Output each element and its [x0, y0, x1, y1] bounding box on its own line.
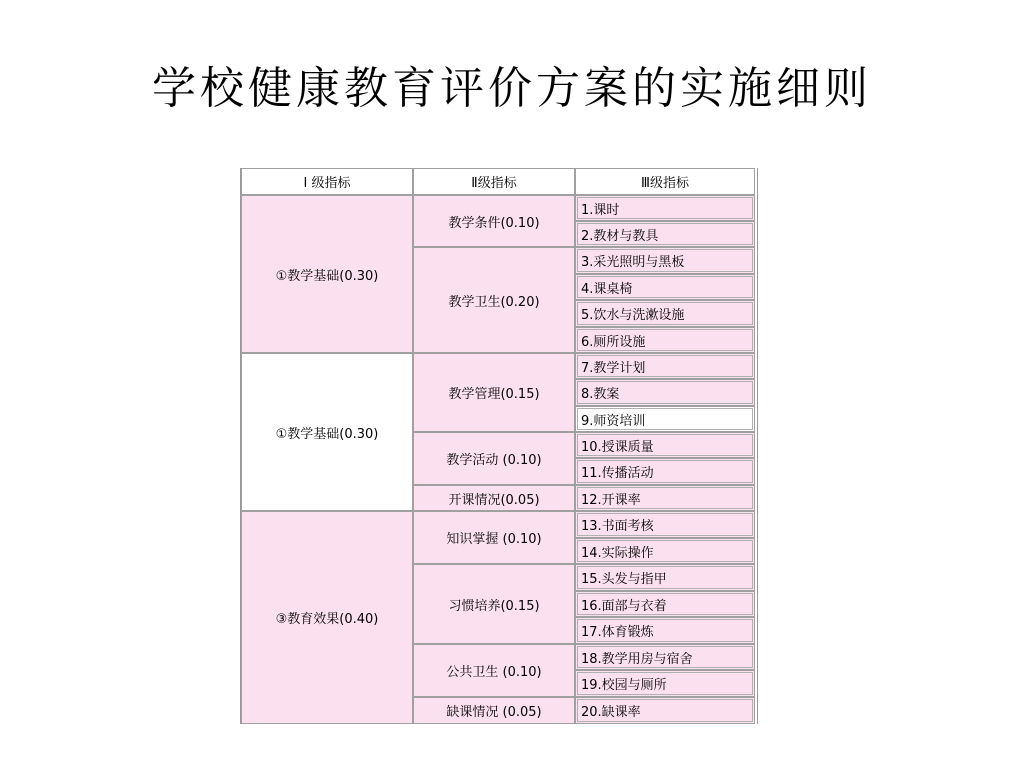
level2-cell: 习惯培养(0.15) [413, 564, 575, 644]
level3-label: 5.饮水与洗漱设施 [577, 302, 753, 325]
level3-label: 12.开课率 [577, 487, 753, 509]
level3-label: 10.授课质量 [577, 434, 753, 456]
level3-cell [575, 644, 755, 670]
level3-label: 18.教学用房与宿舍 [577, 646, 753, 668]
level3-label: 20.缺课率 [577, 699, 753, 722]
level3-cell [575, 591, 755, 617]
level3-cell [575, 458, 755, 485]
level2-cell: 缺课情况 (0.05) [413, 697, 575, 724]
level3-label: 3.采光照明与黑板 [577, 249, 753, 272]
level3-cell [575, 617, 755, 644]
header-level3: Ⅲ级指标 [575, 168, 755, 195]
header-level1: Ⅰ 级指标 [241, 168, 413, 195]
level3-cell [575, 379, 755, 406]
level3-cell [575, 221, 755, 247]
level3-label: 11.传播活动 [577, 460, 753, 483]
level3-label: 7.教学计划 [577, 355, 753, 377]
level1-cell: ①教学基础(0.30) [241, 195, 413, 353]
level2-cell: 知识掌握 (0.10) [413, 511, 575, 564]
level3-label: 19.校园与厕所 [577, 672, 753, 695]
level3-label: 14.实际操作 [577, 540, 753, 562]
level3-cell [575, 274, 755, 300]
level3-label: 16.面部与衣着 [577, 593, 753, 615]
level2-cell: 教学条件(0.10) [413, 195, 575, 247]
level3-label: 4.课桌椅 [577, 276, 753, 298]
level3-cell [575, 485, 755, 511]
level3-cell [575, 697, 755, 724]
level3-cell [575, 300, 755, 327]
level3-label: 17.体育锻炼 [577, 619, 753, 642]
evaluation-table [240, 168, 758, 724]
level3-cell [575, 670, 755, 697]
level3-cell [575, 327, 755, 353]
level3-cell [575, 564, 755, 591]
header-level2: Ⅱ级指标 [413, 168, 575, 195]
level1-cell: ③教育效果(0.40) [241, 511, 413, 724]
level2-cell: 开课情况(0.05) [413, 485, 575, 511]
level3-cell [575, 511, 755, 538]
level3-label: 2.教材与教具 [577, 223, 753, 245]
level2-cell: 教学卫生(0.20) [413, 247, 575, 353]
page-title: 学校健康教育评价方案的实施细则 [152, 63, 872, 114]
level3-cell [575, 406, 755, 432]
level3-label: 6.厕所设施 [577, 329, 753, 351]
level3-label: 8.教案 [577, 381, 753, 404]
level3-label: 9.师资培训 [577, 408, 753, 430]
level3-cell [575, 195, 755, 221]
level3-cell [575, 432, 755, 458]
level3-label: 13.书面考核 [577, 513, 753, 536]
level2-cell: 公共卫生 (0.10) [413, 644, 575, 697]
level2-cell: 教学管理(0.15) [413, 353, 575, 432]
level3-cell [575, 538, 755, 564]
level3-label: 15.头发与指甲 [577, 566, 753, 589]
level3-cell [575, 247, 755, 274]
level1-cell: ①教学基础(0.30) [241, 353, 413, 511]
level3-cell [575, 353, 755, 379]
level2-cell: 教学活动 (0.10) [413, 432, 575, 485]
level3-label: 1.课时 [577, 197, 753, 219]
